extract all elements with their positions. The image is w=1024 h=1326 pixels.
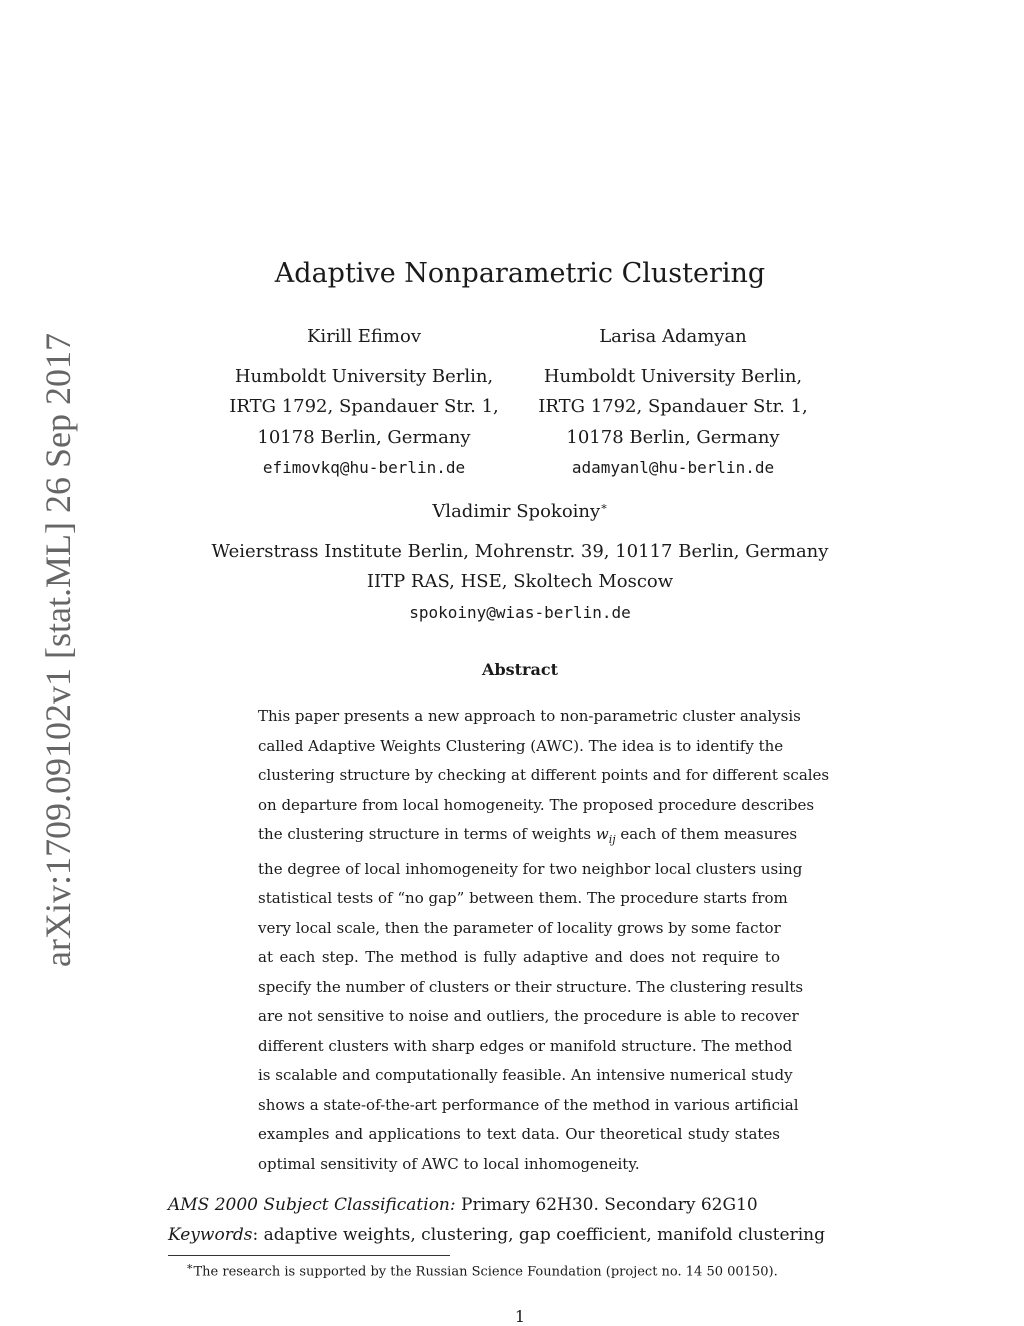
author-name: Larisa Adamyan xyxy=(599,326,747,347)
abstract-heading: Abstract xyxy=(482,660,558,679)
author-email[interactable]: efimovkq@hu-berlin.de xyxy=(262,458,466,477)
paper-title: Adaptive Nonparametric Clustering xyxy=(274,258,766,289)
abstract-line: different clusters with sharp edges or manifold structure. The method xyxy=(258,1036,793,1055)
author-name: Vladimir Spokoiny xyxy=(432,501,601,522)
abstract-line: are not sensitive to noise and outliers, the procedure is able to recover xyxy=(258,1007,799,1025)
abstract-line: is scalable and computationally feasible. An intensive numerical study xyxy=(258,1066,793,1084)
author-block-2 xyxy=(523,322,823,484)
author-affiliation-line: IRTG 1792, Spandauer Str. 1, xyxy=(538,396,808,417)
ams-label: AMS 2000 Subject Classification: xyxy=(168,1195,456,1215)
abstract-line: very local scale, then the parameter of locality grows by some factor xyxy=(258,918,781,937)
footnote-marker: ∗ xyxy=(186,1260,194,1273)
abstract-line: clustering structure by checking at different points and for different scales xyxy=(258,766,830,784)
author-name: Kirill Efimov xyxy=(306,326,422,347)
keywords xyxy=(168,1225,825,1245)
author-affiliation-line: IITP RAS, HSE, Skoltech Moscow xyxy=(366,571,674,592)
footnote-marker: ∗ xyxy=(600,500,608,513)
abstract-line: at each step. The method is fully adaptive and does not require to xyxy=(258,948,780,966)
math-symbol-w-ij: $w_{ij}$ xyxy=(595,825,616,846)
author-affiliation-line: 10178 Berlin, Germany xyxy=(257,426,471,448)
author-name-line xyxy=(0,492,1024,528)
author-affiliation-line: Humboldt University Berlin, xyxy=(543,365,803,387)
abstract-line: the degree of local inhomogeneity for two neighbor local clusters using xyxy=(258,859,803,878)
abstract-line: the clustering structure in terms of weights $w_{ij}$ each of them measures xyxy=(258,825,798,846)
abstract-line: called Adaptive Weights Clustering (AWC). The idea is to identify the xyxy=(258,736,784,755)
abstract-body xyxy=(258,702,830,1179)
keywords-value: : adaptive weights, clustering, gap coefficient, manifold clustering xyxy=(252,1225,825,1245)
abstract-line: examples and applications to text data. Our theoretical study states xyxy=(258,1125,780,1143)
abstract-line: on departure from local homogeneity. The proposed procedure describes xyxy=(258,795,815,814)
arxiv-stamp: arXiv:1709.09102v1 [stat.ML] 26 Sep 2017 xyxy=(38,333,78,967)
author-email[interactable]: spokoiny@wias-berlin.de xyxy=(409,602,631,622)
ams-value: Primary 62H30. Secondary 62G10 xyxy=(461,1195,758,1215)
footnote xyxy=(186,1260,778,1279)
author-affiliation-line: 10178 Berlin, Germany xyxy=(566,426,780,448)
page-number: 1 xyxy=(514,1307,526,1326)
abstract-line: optimal sensitivity of AWC to local inhomogeneity. xyxy=(258,1154,640,1173)
author-affiliation-line: Weierstrass Institute Berlin, Mohrenstr. 39, 10117 Berlin, Germany xyxy=(211,540,829,562)
footnote-rule xyxy=(168,1255,450,1256)
author-block-3 xyxy=(0,492,1024,628)
abstract-line: specify the number of clusters or their structure. The clustering results xyxy=(258,977,804,996)
author-block-1 xyxy=(214,322,514,484)
abstract-line: statistical tests of “no gap” between them. The procedure starts from xyxy=(258,889,788,907)
footnote-text: The research is supported by the Russian Science Foundation (project no. 14 50 00150). xyxy=(193,1264,778,1280)
keywords-label: Keywords xyxy=(168,1225,253,1245)
author-affiliation-line: Humboldt University Berlin, xyxy=(234,365,494,387)
author-email[interactable]: adamyanl@hu-berlin.de xyxy=(571,458,775,477)
author-affiliation-line: IRTG 1792, Spandauer Str. 1, xyxy=(229,396,499,417)
abstract-line: shows a state-of-the-art performance of the method in various artificial xyxy=(258,1095,799,1114)
ams-classification xyxy=(168,1195,758,1215)
abstract-line: This paper presents a new approach to non-parametric cluster analysis xyxy=(258,707,801,725)
